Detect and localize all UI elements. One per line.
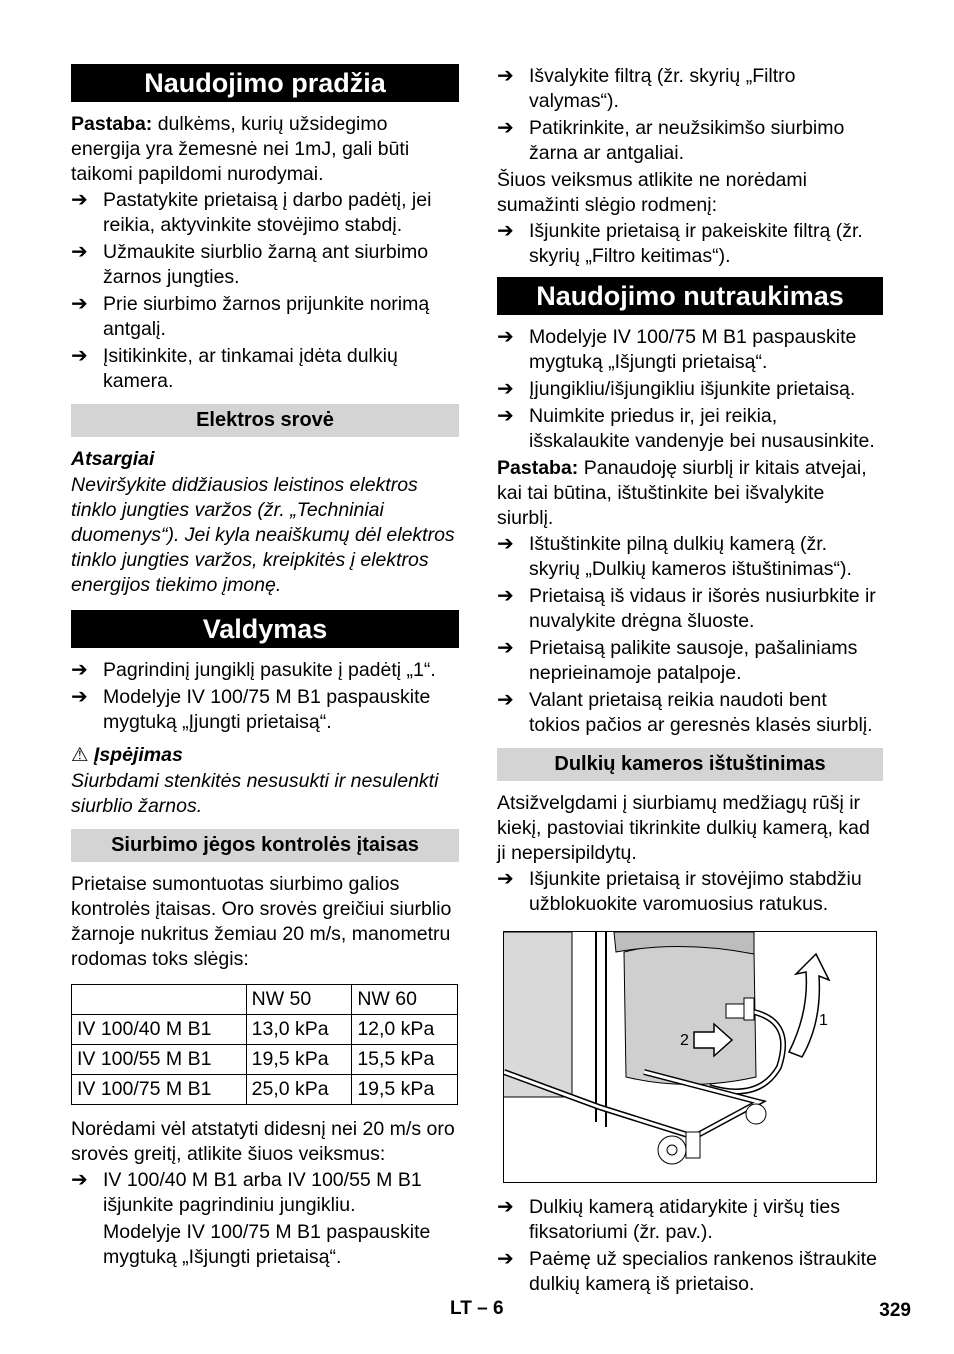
- list-item: ➔ Patikrinkite, ar neužsikimšo siurbimo žarna ar antgaliai.: [497, 117, 845, 164]
- arrow-right-icon: ➔: [71, 241, 88, 263]
- suction-paragraph: Prietaise sumontuotas siurbimo galios kontrolės įtaisas. Oro srovės greičiui siurblio žarnoje nukritus žemiau 20 m/s, manometru rodomas toks slėgis:: [71, 873, 452, 970]
- caution-text: Neviršykite didžiausios leistinos elektros tinklo jungties varžos (žr. „Techniniai duomenys“). Jei kyla neaiškumų dėl elektros tinklo jungties varžos, kreipkitės į elektros energijos tiekimo įmonę.: [71, 474, 455, 596]
- vacuum-illustration: [503, 931, 877, 1183]
- list-item: ➔ Išvalykite filtrą (žr. skyrių „Filtro valymas“).: [497, 65, 796, 112]
- list-item: ➔ Išjunkite prietaisą ir pakeiskite filtrą (žr. skyrių „Filtro keitimas“).: [497, 220, 863, 267]
- table-row: IV 100/75 M B1 25,0 kPa 19,5 kPa: [72, 1075, 458, 1105]
- warning-heading: ⚠ Įspėjimas: [71, 744, 183, 766]
- arrow-right-icon: ➔: [497, 1196, 514, 1218]
- table-row: IV 100/40 M B1 13,0 kPa 12,0 kPa: [72, 1015, 458, 1045]
- note-text: dulkėms, kurių užsidegimo energija yra žemesnė nei 1mJ, gali būti taikomi papildomi nurodymai.: [71, 113, 410, 185]
- reset-paragraph: Norėdami vėl atstatyti didesnį nei 20 m/s oro srovės greitį, atlikite šiuos veiksmus:: [71, 1118, 455, 1165]
- arrow-right-icon: ➔: [497, 637, 514, 659]
- warning-triangle-icon: ⚠: [71, 744, 89, 766]
- list-item: ➔ Prietaisą iš vidaus ir išorės nusiurbkite ir nuvalykite drėgna šluoste.: [497, 585, 876, 632]
- list-item: ➔ Užmaukite siurblio žarną ant siurbimo žarnos jungties.: [71, 241, 429, 288]
- arrow-right-icon: ➔: [497, 585, 514, 607]
- list-item: ➔ IV 100/40 M B1 arba IV 100/55 M B1 išjunkite pagrindiniu jungikliu.: [71, 1169, 422, 1216]
- arrow-right-icon: ➔: [71, 345, 88, 367]
- arrow-right-icon: ➔: [497, 378, 514, 400]
- vacuum-drawing: [504, 932, 876, 1182]
- arrow-right-icon: ➔: [497, 65, 514, 87]
- table-header-row: NW 50 NW 60: [72, 985, 458, 1015]
- list-item: ➔ Įsitikinkite, ar tinkamai įdėta dulkių kamera.: [71, 345, 398, 392]
- note-label: Pastaba:: [71, 113, 153, 135]
- arrow-right-icon: ➔: [497, 405, 514, 427]
- list-item: ➔ Pagrindinį jungiklį pasukite į padėtį „1“.: [71, 659, 436, 681]
- empty-paragraph: Atsižvelgdami į siurbiamų medžiagų rūšį ir kiekį, pastoviai tikrinkite dulkių kamerą, kad ji nepersipildytų.: [497, 792, 870, 864]
- list-item: ➔ Valant prietaisą reikia naudoti bent tokios pačios ar geresnės klasės siurblį.: [497, 689, 873, 736]
- arrow-right-icon: ➔: [71, 1169, 88, 1191]
- arrow-right-icon: ➔: [497, 117, 514, 139]
- heading-naudojimo-nutraukimas: Naudojimo nutraukimas: [497, 277, 883, 315]
- page-number: 329: [879, 1300, 911, 1321]
- note-paragraph: Pastaba: Panaudoję siurblį ir kitais atvejai, kai tai būtina, ištuštinkite bei išvalykite siurblį.: [497, 457, 867, 529]
- arrow-right-icon: ➔: [497, 868, 514, 890]
- indented-text: Modelyje IV 100/75 M B1 paspauskite mygtuką „Išjungti prietaisą“.: [103, 1221, 431, 1268]
- list-item: ➔ Dulkių kamerą atidarykite į viršų ties fiksatoriumi (žr. pav.).: [497, 1196, 841, 1243]
- warning-text: Siurbdami stenkitės nesusukti ir nesulenkti siurblio žarnos.: [71, 770, 439, 817]
- list-item: ➔ Prie siurbimo žarnos prijunkite norimą antgalį.: [71, 293, 430, 340]
- pressure-paragraph: Šiuos veiksmus atlikite ne norėdami sumažinti slėgio rodmenį:: [497, 169, 807, 216]
- table-row: IV 100/55 M B1 19,5 kPa 15,5 kPa: [72, 1045, 458, 1075]
- figure-label-2: 2: [680, 1032, 689, 1049]
- arrow-right-icon: ➔: [71, 659, 88, 681]
- arrow-right-icon: ➔: [497, 533, 514, 555]
- lift-arrow-icon: [789, 954, 829, 1057]
- list-item: ➔ Paėmę už specialios rankenos ištraukite dulkių kamerą iš prietaiso.: [497, 1248, 877, 1295]
- caution-heading: Atsargiai: [71, 448, 155, 470]
- list-item: ➔ Pastatykite prietaisą į darbo padėtį, jei reikia, aktyvinkite stovėjimo stabdį.: [71, 189, 432, 236]
- arrow-right-icon: ➔: [497, 689, 514, 711]
- pressure-table: [71, 984, 458, 1105]
- left-column: [71, 64, 459, 1271]
- note-paragraph: [71, 112, 459, 187]
- arrow-right-icon: ➔: [497, 326, 514, 348]
- list-item: ➔ Įjungikliu/išjungikliu išjunkite prietaisą.: [497, 378, 856, 400]
- arrow-right-icon: ➔: [71, 686, 88, 708]
- list-item: ➔ Nuimkite priedus ir, jei reikia, išskalaukite vandenyje bei nusausinkite.: [497, 405, 875, 452]
- figure-label-1: 1: [819, 1012, 828, 1029]
- arrow-right-icon: ➔: [71, 189, 88, 211]
- note-label: Pastaba:: [497, 457, 579, 479]
- right-column: [497, 64, 883, 1299]
- list-item: ➔ Modelyje IV 100/75 M B1 paspauskite mygtuką „Išjungti prietaisą“.: [497, 326, 857, 373]
- list-item: ➔ Prietaisą palikite sausoje, pašaliniams neprieinamoje patalpoje.: [497, 637, 858, 684]
- heading-naudojimo-pradzia: Naudojimo pradžia: [71, 64, 459, 102]
- heading-valdymas: Valdymas: [71, 610, 459, 648]
- list-item: ➔ Modelyje IV 100/75 M B1 paspauskite mygtuką „Įjungti prietaisą“.: [71, 686, 431, 733]
- arrow-right-icon: ➔: [71, 293, 88, 315]
- arrow-right-icon: ➔: [497, 1248, 514, 1270]
- heading-elektros-srove: Elektros srovė: [71, 404, 459, 437]
- list-item: ➔ Išjunkite prietaisą ir stovėjimo stabdžiu užblokuokite varomuosius ratukus.: [497, 868, 862, 915]
- arrow-right-icon: ➔: [497, 220, 514, 242]
- footer-language: LT – 6: [450, 1298, 504, 1319]
- heading-siurbimo-jegos: Siurbimo jėgos kontrolės įtaisas: [71, 829, 459, 862]
- list-item: ➔ Ištuštinkite pilną dulkių kamerą (žr. skyrių „Dulkių kameros ištuštinimas“).: [497, 533, 852, 580]
- heading-dulkiu-kameros: Dulkių kameros ištuštinimas: [497, 748, 883, 781]
